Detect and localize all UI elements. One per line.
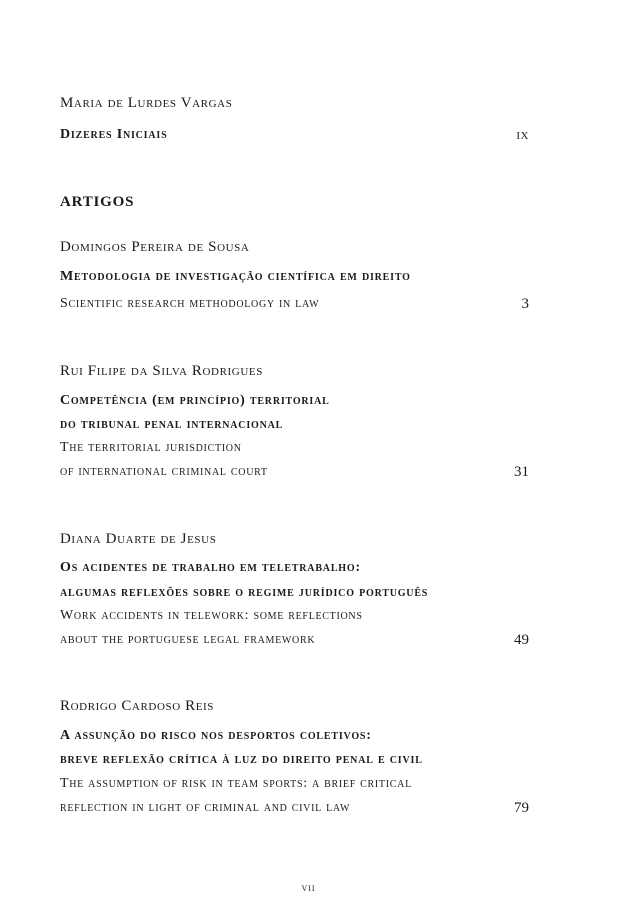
article-2-page-number: 31 bbox=[514, 464, 529, 480]
article-2-subtitle-line-1: The territorial jurisdiction bbox=[60, 440, 242, 455]
article-4-author: Rodrigo Cardoso Reis bbox=[60, 698, 215, 714]
page-folio: vii bbox=[301, 880, 316, 894]
article-4-page-number: 79 bbox=[514, 800, 529, 816]
article-1-page-number: 3 bbox=[521, 296, 529, 312]
article-1-author: Domingos Pereira de Sousa bbox=[60, 239, 250, 255]
article-3-page-number: 49 bbox=[514, 632, 529, 648]
section-heading: ARTIGOS bbox=[60, 194, 135, 210]
article-1-subtitle-line-1: Scientific research methodology in law bbox=[60, 296, 320, 311]
article-3-author: Diana Duarte de Jesus bbox=[60, 531, 217, 547]
article-4-title-line-2[interactable]: breve reflexão crítica à luz do direito penal e civil bbox=[60, 752, 423, 767]
article-2-subtitle-line-2: of international criminal court bbox=[60, 464, 268, 479]
article-2-author: Rui Filipe da Silva Rodrigues bbox=[60, 363, 263, 379]
article-3-title-line-2[interactable]: algumas reflexões sobre o regime jurídico português bbox=[60, 585, 429, 600]
article-4-subtitle-line-1: The assumption of risk in team sports: a brief critical bbox=[60, 776, 412, 791]
intro-page-number: ix bbox=[516, 127, 529, 143]
article-1-title-line-1[interactable]: Metodologia de investigação científica em direito bbox=[60, 269, 411, 284]
article-4-title-line-1[interactable]: A assunção do risco nos desportos coletivos: bbox=[60, 728, 372, 743]
article-3-subtitle-line-2: about the portuguese legal framework bbox=[60, 632, 316, 647]
article-3-title-line-1[interactable]: Os acidentes de trabalho em teletrabalho: bbox=[60, 560, 361, 575]
article-2-title-line-2[interactable]: do tribunal penal internacional bbox=[60, 417, 284, 432]
intro-author: Maria de Lurdes Vargas bbox=[60, 95, 233, 111]
article-2-title-line-1[interactable]: Competência (em princípio) territorial bbox=[60, 393, 330, 408]
intro-title[interactable]: Dizeres Iniciais bbox=[60, 127, 168, 142]
article-4-subtitle-line-2: reflection in light of criminal and civil law bbox=[60, 800, 351, 815]
article-3-subtitle-line-1: Work accidents in telework: some reflections bbox=[60, 608, 363, 623]
